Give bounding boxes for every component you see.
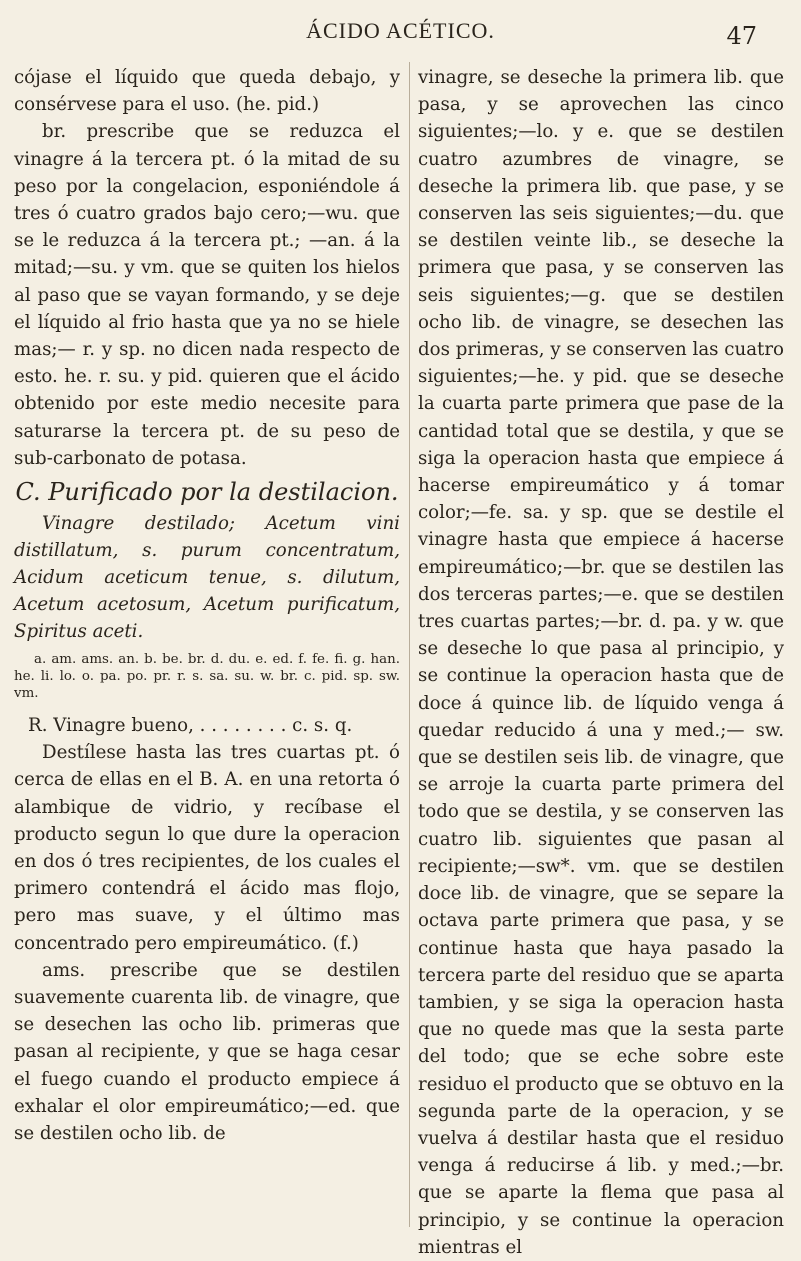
section-heading: C. Purificado por la destilacion. bbox=[15, 478, 399, 507]
paragraph-right-continuation: vinagre, se deseche la primera lib. que pasa, y se aprovechen las cinco siguientes;—lo. y e. que se destilen cuatro azumbres de vinagre, se deseche la primera lib. que pase, y se conserven las seis siguientes;—du. que se destilen veinte lib., se deseche la primera que pasa, y se conserven las seis siguientes;—g. que se destilen ocho lib. de vinagre, se desechen las dos primeras, y se conserven las cuatro siguientes;—he. y pid. que se deseche la cuarta parte primera que pase de la cantidad total que se destila, y que se siga la operacion hasta que empiece á hacerse empireumático y á tomar color;—fe. sa. y sp. que se destile el vinagre hasta que empiece á hacerse empireumático;—br. que se destilen las dos terceras partes;—e. que se destilen tres cuartas partes;—br. d. pa. y w. que se deseche lo que pasa al principio, y se continue la operacion hasta que de doce á quince lib. de líquido venga á quedar reducido á una y med.;— sw. que se destilen seis lib. de vinagre, que se arroje la cuarta parte primera del todo que se destila, y se conserven las cuatro lib. siguientes que pasan al recipiente;—sw*. vm. que se destilen doce lib. de vinagre, que se separe la octava parte primera que pasa, y se continue hasta que haya pasado la tercera parte del residuo que se aparta tambien, y se siga la operacion hasta que no quede mas que la sesta parte del todo; que se eche sobre este residuo el producto que se obtuvo en la segunda parte de la operacion, y se vuelva á destilar hasta que el residuo venga á reducirse á lib. y med.;—br. que se aparte la flema que pasa al principio, y se continue la operacion mientras el bbox=[418, 67, 784, 1258]
running-title: ÁCIDO ACÉTICO. bbox=[306, 18, 495, 43]
paragraph-distillation: Destílese hasta las tres cuartas pt. ó cerca de ellas en el B. A. en una retorta ó alambique de vidrio, y recíbase el producto segun lo que dure la operacion en dos ó tres recipientes, de los cuales el primero contendrá el ácido mas flojo, pero mas suave, y el último mas concentrado pero empireumático. (f.) bbox=[14, 742, 400, 954]
pharmacopoeia-abbreviations: a. am. ams. an. b. be. br. d. du. e. ed. f. fe. fi. g. han. he. li. lo. o. pa. po. pr. r. s. sa. su. w. br. c. pid. sp. sw. vm. bbox=[14, 652, 400, 702]
synonyms: Vinagre destilado; Acetum vini distillatum, s. purum concentratum, Acidum aceticum tenue, s. dilutum, Acetum acetosum, Acetum purificatum, Spiritus aceti. bbox=[14, 513, 400, 643]
page-header bbox=[0, 0, 801, 70]
recipe-line: R. Vinagre bueno, . . . . . . . . c. s. q. bbox=[28, 715, 353, 737]
column-divider bbox=[409, 62, 410, 1227]
paragraph-congelation: br. prescribe que se reduzca el vinagre á la tercera pt. ó la mitad de su peso por la congelacion, esponiéndole á tres ó cuatro grados bajo cero;—wu. que se le reduzca á la tercera pt.; —an. á la mitad;—su. y vm. que se quiten los hielos al paso que se vayan formando, y se deje el líquido al frio hasta que ya no se hiele mas;— r. y sp. no dicen nada respecto de esto. he. r. su. y pid. quieren que el ácido obtenido por este medio necesite para saturarse la tercera pt. de su peso de sub-carbonato de potasa. bbox=[14, 121, 400, 469]
paragraph-continuation: cójase el líquido que queda debajo, y consérvese para el uso. (he. pid.) bbox=[14, 67, 400, 116]
paragraph-ams: ams. prescribe que se destilen suavemente cuarenta lib. de vinagre, que se desechen las ocho lib. primeras que pasan al recipiente, y que se haga cesar el fuego cuando el producto empiece á exhalar el olor empireumático;—ed. que se destilen ocho lib. de bbox=[14, 959, 400, 1145]
page-number: 47 bbox=[726, 22, 757, 50]
left-column bbox=[14, 64, 400, 1231]
right-column bbox=[418, 64, 784, 1258]
